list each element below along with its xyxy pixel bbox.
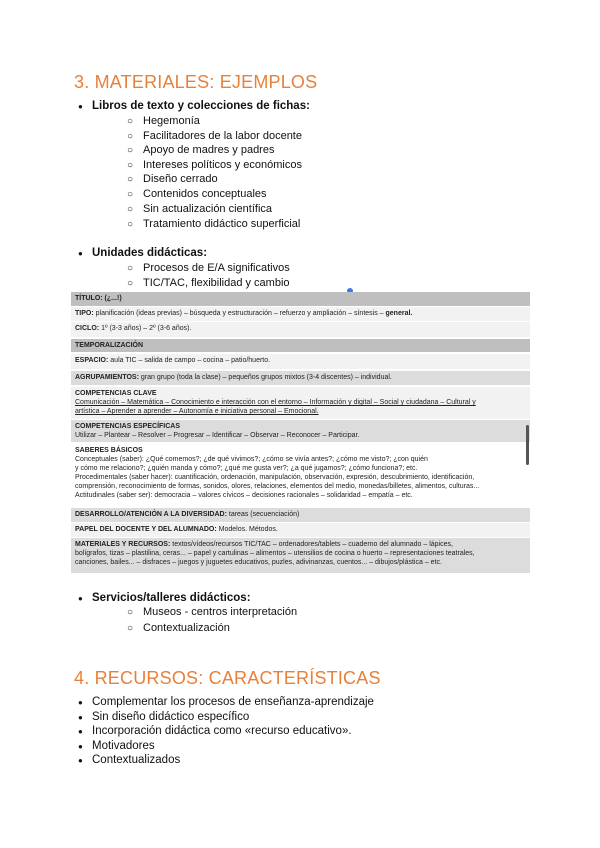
- section-4-title: 4. RECURSOS: CARACTERÍSTICAS: [74, 668, 381, 688]
- libros-item: ○ Diseño cerrado: [143, 172, 218, 187]
- table-row-materiales: MATERIALES Y RECURSOS: textos/vídeos/recursos TIC/TAC – ordenadores/tablets – cuaderno del alumnado – lápices, bolígrafos, tizas – plastilina, ceras... – papel y cartulinas – alimentos – utensilios de cocina o huerto – representaciones teatrales, canciones, bailes... – disfraces – juegos y juguetes educativos, puzles, adivinanzas, cuentos... – dibujos/plástica – etc.: [71, 538, 530, 573]
- unidades-item: ○ TIC/TAC, flexibilidad y cambio: [143, 276, 290, 291]
- table-row-diversidad: DESARROLLO/ATENCIÓN A LA DIVERSIDAD: tareas (secuenciación): [71, 508, 530, 522]
- unidades-item: ○ Procesos de E/A significativos: [143, 261, 290, 276]
- table-row-tipo: TIPO: planificación (ideas previas) – búsqueda y estructuración – refuerzo y ampliación – síntesis – general.: [71, 307, 530, 321]
- table-row-competencias-clave: COMPETENCIAS CLAVE Comunicación – Matemática – Conocimiento e interacción con el entorno – Información y digital – Social y ciudadana – Cultural y artística – Aprender a aprender – Autonomía e iniciativa personal – Emocional.: [71, 387, 530, 419]
- table-row-ciclo: CICLO: 1º (3-3 años) – 2º (3-6 años).: [71, 322, 530, 337]
- table-row-competencias-especificas: COMPETENCIAS ESPECÍFICAS Utilizar – Plantear – Resolver – Progresar – Identificar – Observar – Reconocer – Participar.: [71, 420, 530, 442]
- recursos-item: ● Contextualizados: [92, 753, 180, 768]
- table-row-espacio: ESPACIO: aula TIC – salida de campo – cocina – patio/huerto.: [71, 354, 530, 369]
- libros-item: ○ Sin actualización científica: [143, 202, 272, 217]
- table-scrollbar[interactable]: [526, 425, 529, 465]
- libros-item: ○ Apoyo de madres y padres: [143, 143, 274, 158]
- servicios-label: ● Servicios/talleres didácticos:: [92, 591, 251, 606]
- table-row-titulo: TÍTULO: (¿...!): [71, 292, 530, 306]
- table-row-temporalizacion: TEMPORALIZACIÓN: [71, 339, 530, 352]
- recursos-item: ● Motivadores: [92, 739, 155, 754]
- recursos-item: ● Sin diseño didáctico específico: [92, 710, 249, 725]
- recursos-item: ● Incorporación didáctica como «recurso educativo».: [92, 724, 352, 739]
- libros-item: ○ Tratamiento didáctico superficial: [143, 217, 300, 232]
- section-3-title: 3. MATERIALES: EJEMPLOS: [74, 72, 318, 92]
- libros-item: ○ Hegemonía: [143, 114, 200, 129]
- servicios-item: ○ Contextualización: [143, 621, 230, 636]
- table-row-saberes: SABERES BÁSICOS Conceptuales (saber): ¿Qué comemos?; ¿de qué vivimos?; ¿cómo se vivía antes?; ¿cómo me visto?; ¿con quién y cómo me relaciono?; ¿quién manda y cómo?; ¿qué me gusta ver?; ¿a qué jugamos?; ¿cómo funciona?; etc. Procedimentales (saber hacer): cuantificación, ordenación, manipulación, observación, expresión, descubrimiento, identificación, comprensión, reconocimiento de formas, sonidos, olores, relaciones, elementos del medio, monedas/billetes, alimentos, culturas... Actitudinales (saber ser): democracia – valores cívicos – decisiones racionales – solidaridad – empatía – etc.: [71, 444, 530, 506]
- unit-template-table: [71, 292, 530, 573]
- libros-item: ○ Facilitadores de la labor docente: [143, 129, 302, 144]
- libros-item: ○ Intereses políticos y económicos: [143, 158, 302, 173]
- table-row-papel: PAPEL DEL DOCENTE Y DEL ALUMNADO: Modelos. Métodos.: [71, 523, 530, 537]
- table-row-agrupamientos: AGRUPAMIENTOS: gran grupo (toda la clase) – pequeños grupos mixtos (3-4 discentes) – individual.: [71, 371, 530, 385]
- recursos-item: ● Complementar los procesos de enseñanza-aprendizaje: [92, 695, 374, 710]
- libros-label: ● Libros de texto y colecciones de fichas:: [92, 99, 310, 114]
- libros-item: ○ Contenidos conceptuales: [143, 187, 267, 202]
- servicios-item: ○ Museos - centros interpretación: [143, 605, 297, 620]
- unidades-label: ● Unidades didácticas:: [92, 246, 207, 261]
